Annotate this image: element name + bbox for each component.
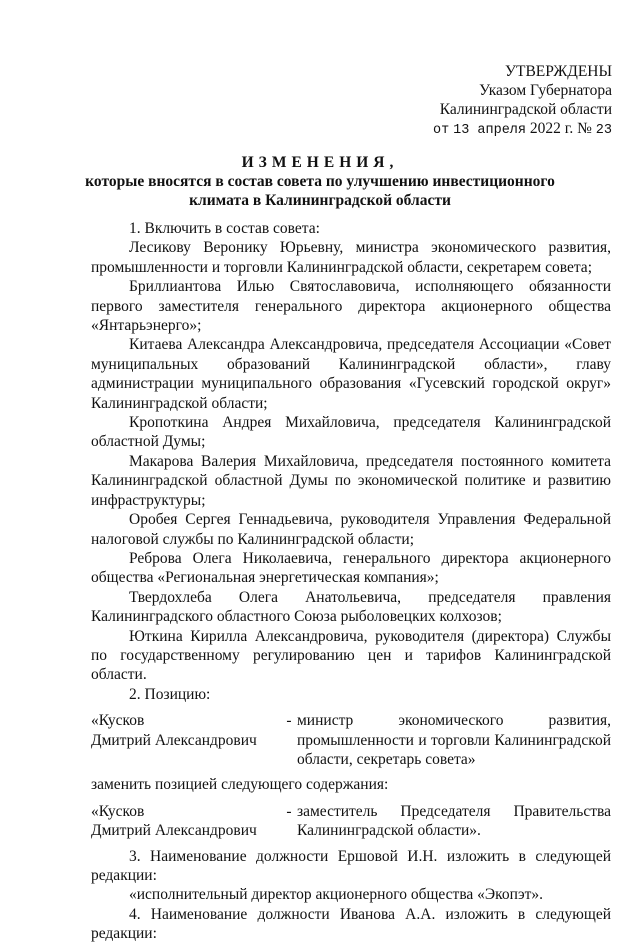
item-4: 4. Наименование должности Иванова А.А. изложить в следующей редакции: <box>91 905 611 943</box>
item-2-intro: 2. Позицию: <box>129 685 211 703</box>
member-paragraph: Лесикову Веронику Юрьевну, министра экономического развития, промышленности и торговли Калининградской области, секретарем совета; <box>91 239 611 276</box>
member-paragraph: Реброва Олега Николаевича, генерального директора акционерного общества «Региональная энергетическая компания»; <box>91 549 611 587</box>
item-1-intro: 1. Включить в состав совета: <box>129 220 320 237</box>
document-body <box>91 219 611 944</box>
member-paragraph: Макарова Валерия Михайловича, председателя постоянного комитета Калининградской областной Думы по экономической политике и развитию инфраструктуры; <box>91 452 611 509</box>
replace-text: заменить позицией следующего содержания: <box>91 776 389 794</box>
approval-region: Калининградской области <box>439 101 612 118</box>
approval-date-line <box>382 119 612 140</box>
position-old <box>0 711 611 769</box>
date-prefix: от <box>433 123 450 138</box>
heading-line-1: которые вносятся в состав совета по улучшению инвестиционного <box>85 173 555 190</box>
member-paragraph: Юткина Кирилла Александровича, руководителя (директора) Службы по государственному регулированию цен и тарифов Калининградской области. <box>91 627 611 684</box>
approval-decree: Указом Губернатора <box>479 82 612 99</box>
date-year: 2022 г. № <box>529 120 592 137</box>
item-3-text: «исполнительный директор акционерного общества «Экопэт». <box>129 886 544 904</box>
position-new-role: заместитель Председателя Правительства Калининградской области». <box>297 802 611 840</box>
position-old-name-line-2: Дмитрий Александрович <box>91 731 257 749</box>
position-new-dash: - <box>286 802 292 820</box>
heading-line-2: климата в Калининградской области <box>189 192 451 209</box>
member-paragraph: Китаева Александра Александровича, председателя Ассоциации «Совет муниципальных образований Калининградской области», главу администрации муниципального образования «Гусевский городской округ» Калининградской области; <box>91 336 611 412</box>
position-old-name <box>91 711 281 769</box>
document-heading <box>0 153 640 210</box>
position-new-name-line-2: Дмитрий Александрович <box>91 822 257 840</box>
approval-title: УТВЕРЖДЕНЫ <box>505 63 612 80</box>
member-paragraph: Кропоткина Андрея Михайловича, председателя Калининградской областной Думы; <box>91 414 611 451</box>
decree-number: 23 <box>595 123 612 138</box>
approval-block <box>382 62 612 140</box>
position-new-name-line-1: «Кусков <box>91 802 145 820</box>
position-new-name <box>91 802 281 841</box>
date-day-month: 13 апреля <box>453 123 527 138</box>
position-old-dash: - <box>286 712 292 730</box>
position-new <box>91 802 611 841</box>
position-old-role: министр экономического развития, промышленности и торговли Калининградской области, секретарь совета» <box>297 712 611 768</box>
member-paragraph: Твердохлеба Олега Анатольевича, председателя правления Калининградского областного Союза рыболовецких колхозов; <box>91 588 611 626</box>
position-old-name-line-1: «Кусков <box>91 712 145 730</box>
item-3: 3. Наименование должности Ершовой И.Н. изложить в следующей редакции: <box>91 847 611 884</box>
heading-word: ИЗМЕНЕНИЯ, <box>241 154 399 171</box>
member-paragraph: Бриллиантова Илью Святославовича, исполняющего обязанности первого заместителя генерального директора акционерного общества «Янтарьэнерго»; <box>91 278 611 335</box>
member-paragraph: Оробея Сергея Геннадьевича, руководителя Управления Федеральной налоговой службы по Калининградской области; <box>91 511 611 548</box>
